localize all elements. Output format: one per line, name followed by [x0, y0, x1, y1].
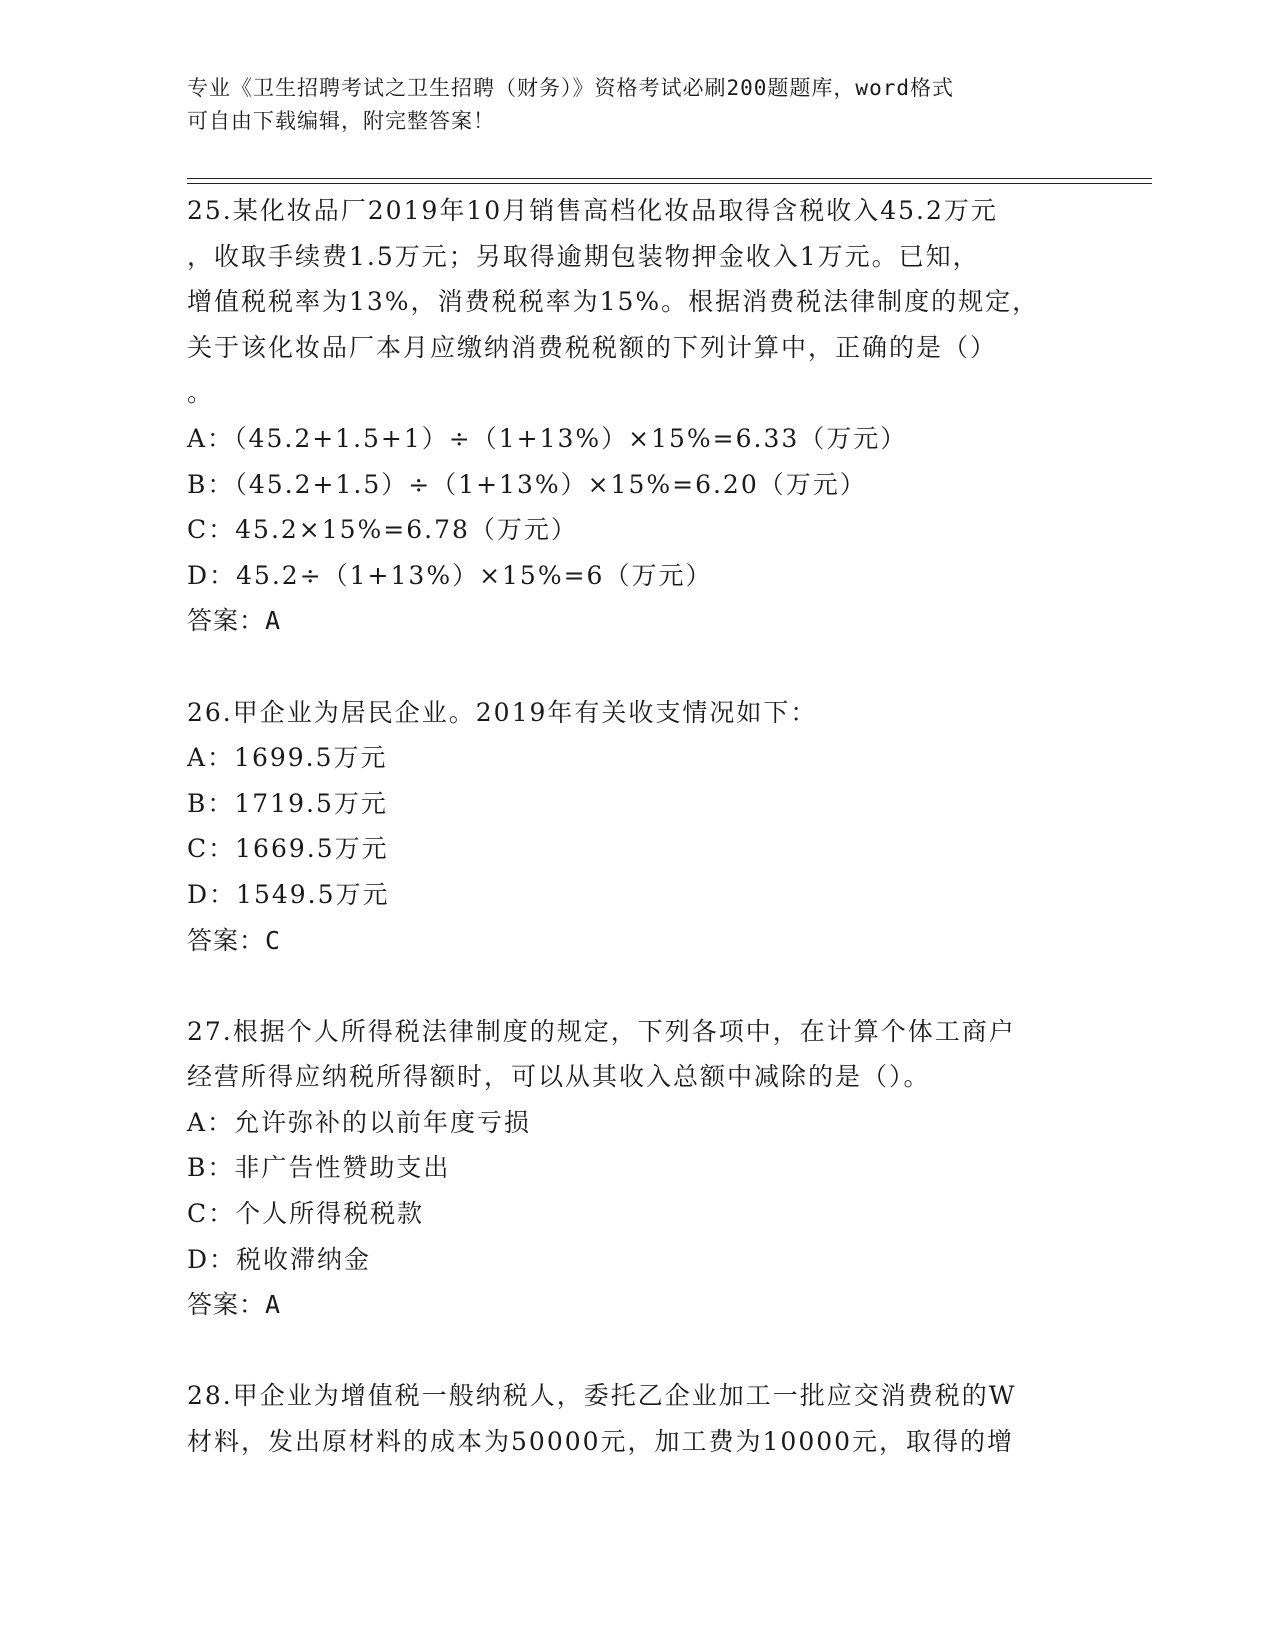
option-d: D：45.2÷（1+13%）×15%=6（万元） — [187, 560, 713, 590]
header-divider-top — [187, 178, 1152, 179]
question-stem-line: 增值税税率为13%，消费税税率为15%。根据消费税法律制度的规定， — [187, 287, 1040, 317]
question-26 — [187, 690, 1087, 964]
answer: 答案：A — [187, 1290, 282, 1320]
document-header — [187, 72, 1067, 138]
option-b: B：（45.2+1.5）÷（1+13%）×15%=6.20（万元） — [187, 469, 867, 499]
question-stem-line: 关于该化妆品厂本月应缴纳消费税税额的下列计算中，正确的是（） — [187, 332, 998, 362]
option-c: C：1669.5万元 — [187, 834, 389, 864]
question-stem-line: 27.根据个人所得税法律制度的规定，下列各项中，在计算个体工商户 — [187, 1016, 1016, 1046]
spacer — [187, 1328, 1087, 1374]
header-line-1: 专业《卫生招聘考试之卫生招聘（财务）》资格考试必刷200题题库，word格式 — [187, 76, 954, 100]
question-stem-line: 材料，发出原材料的成本为50000元，加工费为10000元，取得的增 — [187, 1427, 1015, 1457]
option-b: B：非广告性赞助支出 — [187, 1153, 451, 1183]
question-stem-line: 25.某化妆品厂2019年10月销售高档化妆品取得含税收入45.2万元 — [187, 196, 998, 225]
header-divider-bottom — [187, 183, 1152, 184]
question-stem-line: 。 — [187, 378, 215, 408]
spacer — [187, 644, 1087, 690]
question-stem-line: 经营所得应纳税所得额时，可以从其收入总额中减除的是（）。 — [187, 1062, 931, 1092]
question-stem-line: 26.甲企业为居民企业。2019年有关收支情况如下： — [187, 697, 818, 727]
question-28 — [187, 1373, 1087, 1464]
question-27 — [187, 1009, 1087, 1328]
option-d: D：1549.5万元 — [187, 879, 390, 909]
answer: 答案：C — [187, 925, 282, 955]
question-list — [187, 188, 1087, 1465]
option-d: D：税收滞纳金 — [187, 1244, 372, 1274]
option-a: A：允许弥补的以前年度亏损 — [187, 1107, 532, 1137]
header-line-2: 可自由下载编辑，附完整答案！ — [187, 109, 495, 133]
answer: 答案：A — [187, 606, 282, 636]
option-c: C：45.2×15%=6.78（万元） — [187, 515, 578, 545]
question-stem-line: 28.甲企业为增值税一般纳税人，委托乙企业加工一批应交消费税的W — [187, 1381, 1017, 1411]
option-a: A：1699.5万元 — [187, 743, 388, 773]
option-b: B：1719.5万元 — [187, 788, 388, 818]
spacer — [187, 963, 1087, 1009]
option-c: C：个人所得税税款 — [187, 1199, 425, 1229]
question-stem-line: ，收取手续费1.5万元；另取得逾期包装物押金收入1万元。已知， — [187, 241, 980, 271]
question-25 — [187, 188, 1087, 644]
option-a: A：（45.2+1.5+1）÷（1+13%）×15%=6.33（万元） — [187, 423, 908, 453]
